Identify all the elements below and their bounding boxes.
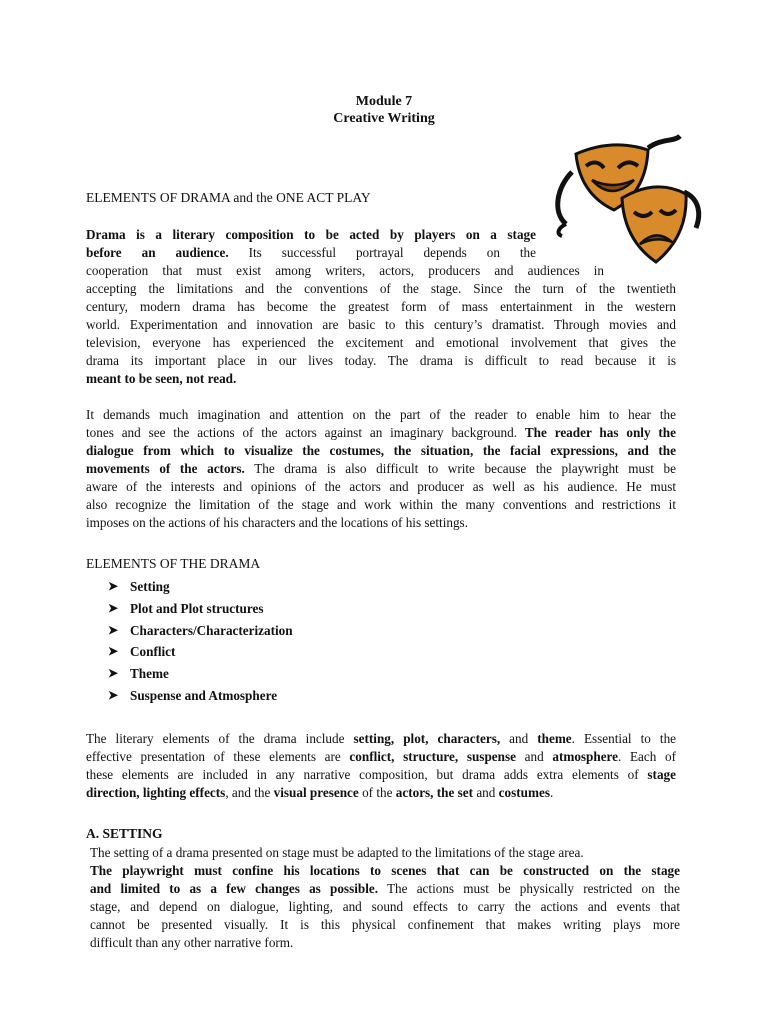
paragraph-two [86, 406, 676, 532]
para-line: also recognize the limitation of the stage and work within the many conventions and restrictions it [86, 497, 676, 512]
setting-line: stage, and depend on dialogue, lighting, and sound effects to carry the actions and events that [90, 899, 680, 914]
para-bold: movements of the actors. [86, 461, 245, 476]
list-item: ➤ Plot and Plot structures [108, 598, 293, 620]
list-item: ➤ Characters/Characterization [108, 620, 293, 642]
para-bold: dialogue from which to visualize the costumes, the situation, the facial expressions, and the [86, 443, 676, 458]
para-line: It demands much imagination and attention on the part of the reader to enable him to hear the [86, 407, 676, 422]
intro-line: Its successful portrayal depends on the [228, 245, 536, 260]
arrowhead-bullet-icon: ➤ [108, 687, 119, 702]
intro-line: world. Experimentation and innovation are basic to this century’s dramatist. Through movies and [86, 317, 676, 332]
list-item: ➤ Theme [108, 663, 293, 685]
elements-list [108, 576, 293, 707]
intro-bold: meant to be seen, not read. [86, 371, 237, 386]
list-item: ➤ Conflict [108, 641, 293, 663]
list-item: ➤ Suspense and Atmosphere [108, 685, 293, 707]
module-subject: Creative Writing [333, 111, 435, 126]
setting-paragraph: The setting of a drama presented on stage must be adapted to the limitations of the stage area. The playwright must confine his locations to scenes that can be constructed on the stage and limited to as a few changes as possible. The actions must be physically restricted on the stage, and depend on dialogue, lighting, and sound effects to carry the actions and events that cannot be presented visually. It is this physical confinement that makes writing plays more difficult than any other narrative form. [90, 845, 680, 950]
arrowhead-bullet-icon: ➤ [108, 579, 119, 593]
intro-line: accepting the limitations and the conventions of the stage. Since the turn of the twentieth [86, 281, 676, 296]
setting-line: cannot be presented visually. It is this physical confinement that makes writing plays more [90, 917, 680, 932]
para-bold: The reader has only the [524, 425, 676, 440]
intro-line: Drama is a literary composition to be acted by players on a stage [86, 227, 536, 242]
intro-line: century, modern drama has become the greatest form of mass entertainment in the western [86, 299, 676, 314]
para-text: tones and see the actions of the actors against an imaginary background. [86, 425, 525, 440]
para-line: aware of the interests and opinions of the actors and producer as well as his audience. He must [86, 479, 676, 494]
arrowhead-bullet-icon: ➤ [108, 666, 119, 681]
arrowhead-bullet-icon: ➤ [108, 600, 119, 615]
intro-line: cooperation that must exist among writers, actors, producers and audiences in [86, 263, 604, 278]
setting-line: difficult than any other narrative form. [90, 935, 294, 950]
intro-paragraph [86, 226, 676, 388]
arrowhead-bullet-icon: ➤ [108, 644, 119, 659]
intro-line: drama its important place in our lives today. The drama is difficult to read because it is [86, 353, 676, 368]
elements-heading: ELEMENTS OF THE DRAMA [86, 556, 261, 571]
setting-bold: The playwright must confine his locations to scenes that can be constructed on the stage [90, 863, 680, 878]
paragraph-three: The literary elements of the drama include setting, plot, characters, and theme. Essential to the effective presentation of these elements are conflict, structure, suspense and atmosphere. Each of these elements are included in any narrative composition, but drama adds extra elements of stage direction, lighting effects, and the visual presence of the actors, the set and costumes. [86, 731, 677, 800]
intro-bold: before an audience. [86, 245, 229, 260]
para-line: imposes on the actions of his characters and the locations of his settings. [86, 515, 468, 530]
para-text: The drama is also difficult to write because the playwright must be [244, 461, 676, 476]
arrowhead-bullet-icon: ➤ [108, 622, 119, 637]
intro-line: television, everyone has experienced the excitement and emotional involvement that gives the [86, 335, 676, 350]
setting-heading: A. SETTING [86, 826, 163, 841]
section-title: ELEMENTS OF DRAMA and the ONE ACT PLAY [86, 190, 371, 205]
list-item: ➤ Setting [108, 576, 293, 598]
setting-line: The setting of a drama presented on stage must be adapted to the limitations of the stage area. [90, 845, 584, 860]
setting-bold: and limited to as a few changes as possible. [90, 881, 379, 896]
module-number: Module 7 [355, 94, 413, 109]
